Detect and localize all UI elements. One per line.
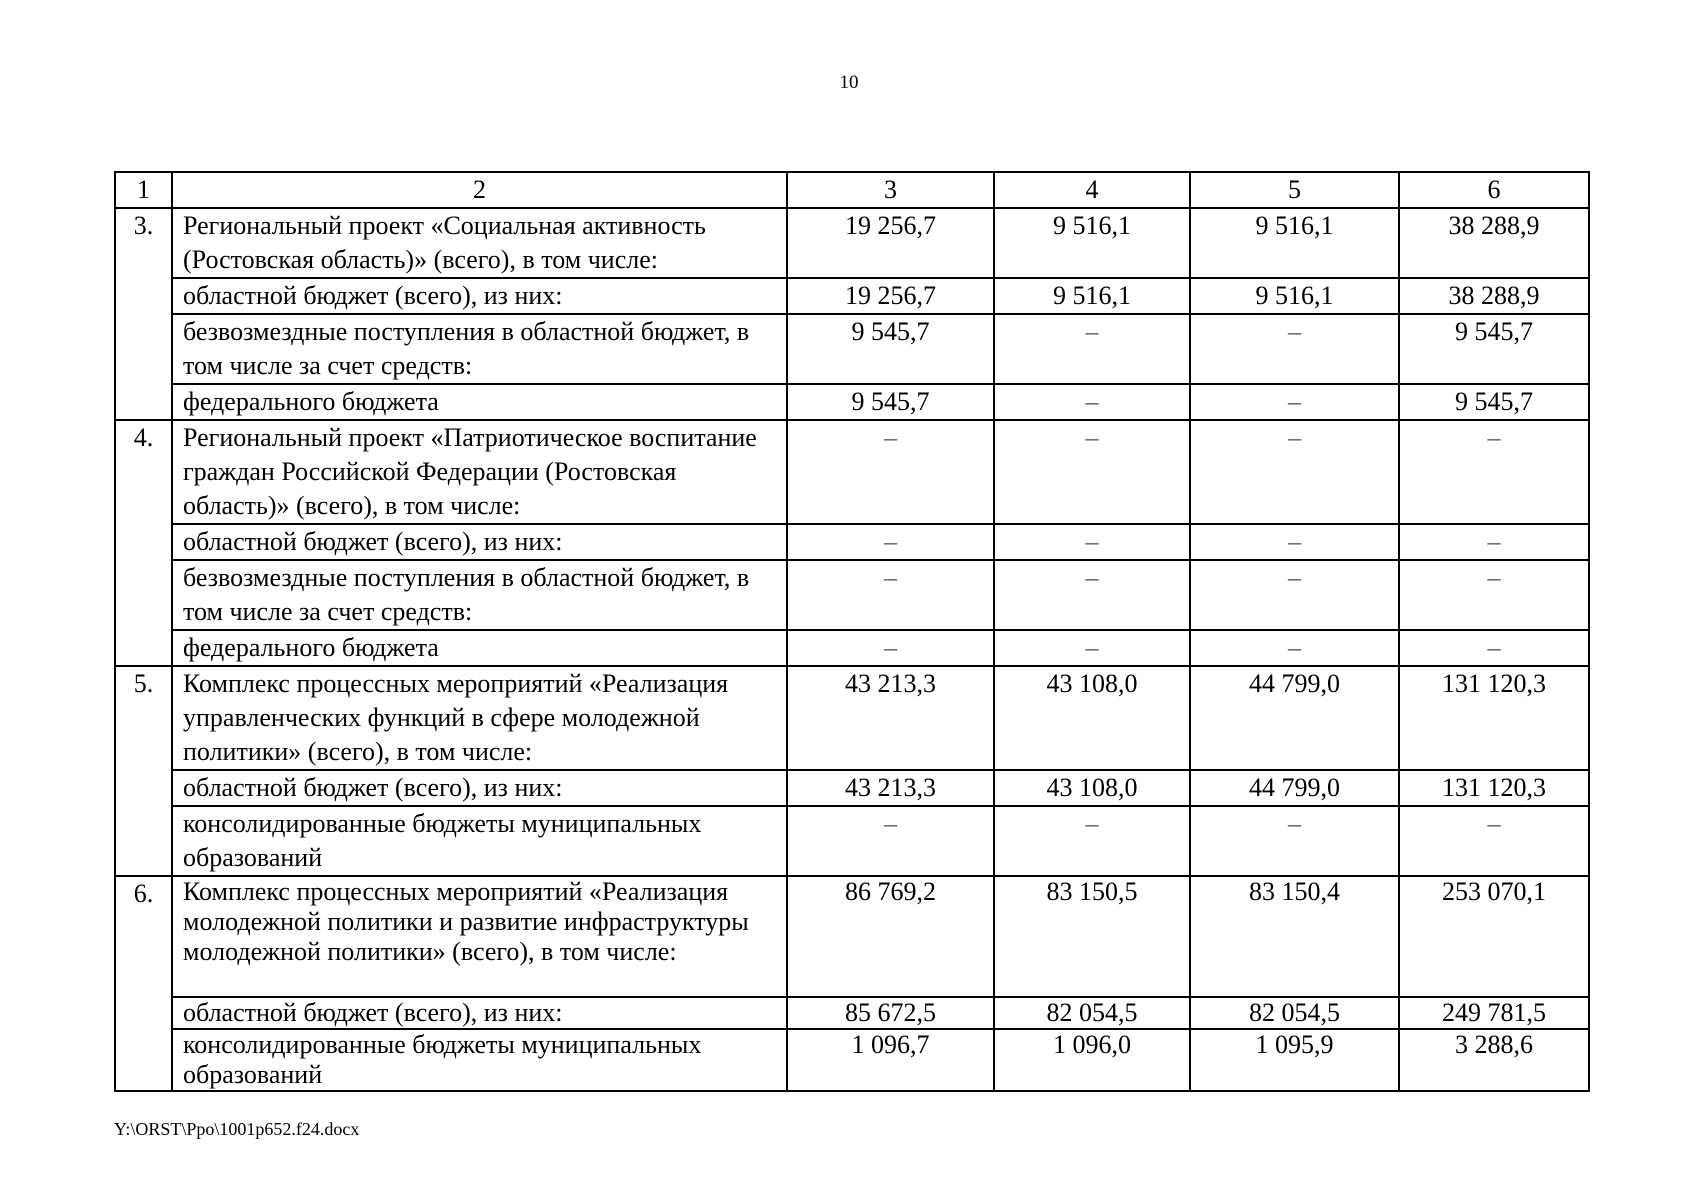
page-number: 10 xyxy=(839,72,859,93)
table-row xyxy=(115,876,1589,997)
table-row xyxy=(115,806,1589,876)
row-label: Региональный проект «Патриотическое воспитание граждан Российской Федерации (Ростовская область)» (всего), в том числе: xyxy=(172,420,787,524)
value-cell-col-5: 83 150,4 xyxy=(1190,876,1399,997)
value-cell-col-5: 82 054,5 xyxy=(1190,997,1399,1029)
value-cell-col-4: – xyxy=(994,420,1190,524)
table-row xyxy=(115,630,1589,666)
table-row xyxy=(115,560,1589,630)
budget-table xyxy=(114,171,1590,1092)
value-cell-col-3: – xyxy=(787,560,994,630)
row-label: областной бюджет (всего), из них: xyxy=(172,770,787,806)
row-index: 5. xyxy=(115,666,172,876)
table-row xyxy=(115,384,1589,420)
value-cell-col-6: 38 288,9 xyxy=(1399,208,1589,278)
value-cell-col-3: 19 256,7 xyxy=(787,208,994,278)
row-label: консолидированные бюджеты муниципальных образований xyxy=(172,806,787,876)
value-cell-col-3: – xyxy=(787,806,994,876)
row-index: 6. xyxy=(115,876,172,1091)
value-cell-col-3: 43 213,3 xyxy=(787,770,994,806)
value-cell-col-3: – xyxy=(787,420,994,524)
value-cell-col-3: 85 672,5 xyxy=(787,997,994,1029)
column-header-2: 2 xyxy=(172,172,787,208)
table-row xyxy=(115,666,1589,770)
value-cell-col-3: – xyxy=(787,524,994,560)
table-row xyxy=(115,278,1589,314)
value-cell-col-4: – xyxy=(994,314,1190,384)
row-label: областной бюджет (всего), из них: xyxy=(172,278,787,314)
value-cell-col-4: – xyxy=(994,384,1190,420)
value-cell-col-3: 1 096,7 xyxy=(787,1029,994,1091)
value-cell-col-6: – xyxy=(1399,630,1589,666)
table-row xyxy=(115,997,1589,1029)
value-cell-col-5: – xyxy=(1190,384,1399,420)
value-cell-col-5: – xyxy=(1190,420,1399,524)
value-cell-col-4: – xyxy=(994,806,1190,876)
row-label: Комплекс процессных мероприятий «Реализация молодежной политики и развитие инфраструктуры молодежной политики» (всего), в том числе: xyxy=(172,876,787,997)
value-cell-col-5: 9 516,1 xyxy=(1190,278,1399,314)
table-row xyxy=(115,208,1589,278)
value-cell-col-3: 43 213,3 xyxy=(787,666,994,770)
column-header-4: 4 xyxy=(994,172,1190,208)
value-cell-col-6: 9 545,7 xyxy=(1399,314,1589,384)
table-row xyxy=(115,770,1589,806)
value-cell-col-6: 249 781,5 xyxy=(1399,997,1589,1029)
value-cell-col-5: 9 516,1 xyxy=(1190,208,1399,278)
value-cell-col-6: – xyxy=(1399,560,1589,630)
row-label: федерального бюджета xyxy=(172,630,787,666)
value-cell-col-5: – xyxy=(1190,630,1399,666)
value-cell-col-4: 43 108,0 xyxy=(994,666,1190,770)
value-cell-col-3: 9 545,7 xyxy=(787,384,994,420)
row-index: 3. xyxy=(115,208,172,420)
header-row xyxy=(115,172,1589,208)
value-cell-col-5: – xyxy=(1190,314,1399,384)
table-row xyxy=(115,314,1589,384)
value-cell-col-6: 9 545,7 xyxy=(1399,384,1589,420)
value-cell-col-4: – xyxy=(994,630,1190,666)
row-label: безвозмездные поступления в областной бюджет, в том числе за счет средств: xyxy=(172,560,787,630)
value-cell-col-4: – xyxy=(994,524,1190,560)
value-cell-col-5: – xyxy=(1190,560,1399,630)
value-cell-col-6: 131 120,3 xyxy=(1399,666,1589,770)
value-cell-col-4: 83 150,5 xyxy=(994,876,1190,997)
row-label: областной бюджет (всего), из них: xyxy=(172,524,787,560)
value-cell-col-5: 1 095,9 xyxy=(1190,1029,1399,1091)
value-cell-col-6: 3 288,6 xyxy=(1399,1029,1589,1091)
value-cell-col-6: 131 120,3 xyxy=(1399,770,1589,806)
table-row xyxy=(115,524,1589,560)
table-row xyxy=(115,420,1589,524)
value-cell-col-5: – xyxy=(1190,524,1399,560)
value-cell-col-3: 86 769,2 xyxy=(787,876,994,997)
value-cell-col-3: – xyxy=(787,630,994,666)
row-label: Комплекс процессных мероприятий «Реализация управленческих функций в сфере молодежной политики» (всего), в том числе: xyxy=(172,666,787,770)
row-label: консолидированные бюджеты муниципальных образований xyxy=(172,1029,787,1091)
value-cell-col-6: 38 288,9 xyxy=(1399,278,1589,314)
row-label: безвозмездные поступления в областной бюджет, в том числе за счет средств: xyxy=(172,314,787,384)
value-cell-col-3: 9 545,7 xyxy=(787,314,994,384)
column-header-5: 5 xyxy=(1190,172,1399,208)
value-cell-col-4: 9 516,1 xyxy=(994,278,1190,314)
row-index: 4. xyxy=(115,420,172,666)
value-cell-col-6: – xyxy=(1399,524,1589,560)
column-header-3: 3 xyxy=(787,172,994,208)
row-label: Региональный проект «Социальная активность (Ростовская область)» (всего), в том числе: xyxy=(172,208,787,278)
table-row xyxy=(115,1029,1589,1091)
value-cell-col-6: – xyxy=(1399,806,1589,876)
value-cell-col-6: 253 070,1 xyxy=(1399,876,1589,997)
column-header-1: 1 xyxy=(115,172,172,208)
value-cell-col-4: 43 108,0 xyxy=(994,770,1190,806)
row-label: областной бюджет (всего), из них: xyxy=(172,997,787,1029)
value-cell-col-4: – xyxy=(994,560,1190,630)
row-label: федерального бюджета xyxy=(172,384,787,420)
value-cell-col-4: 1 096,0 xyxy=(994,1029,1190,1091)
value-cell-col-5: – xyxy=(1190,806,1399,876)
value-cell-col-6: – xyxy=(1399,420,1589,524)
value-cell-col-4: 82 054,5 xyxy=(994,997,1190,1029)
value-cell-col-4: 9 516,1 xyxy=(994,208,1190,278)
column-header-6: 6 xyxy=(1399,172,1589,208)
value-cell-col-5: 44 799,0 xyxy=(1190,770,1399,806)
footer-file-path: Y:\ORST\Ppo\1001p652.f24.docx xyxy=(114,1119,360,1139)
value-cell-col-5: 44 799,0 xyxy=(1190,666,1399,770)
value-cell-col-3: 19 256,7 xyxy=(787,278,994,314)
